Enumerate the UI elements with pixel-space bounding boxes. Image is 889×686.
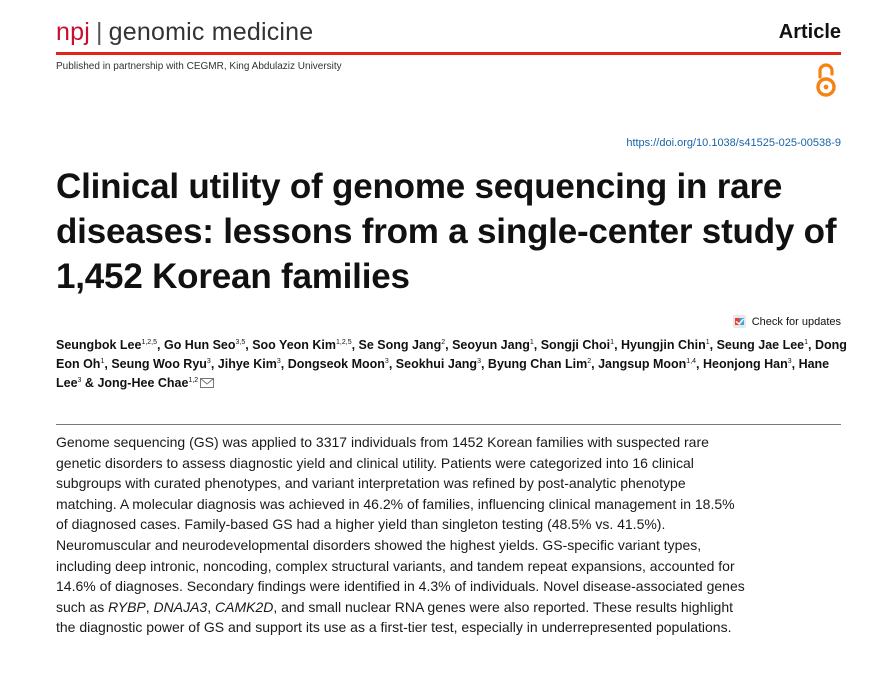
author-name[interactable]: Seung Woo Ryu <box>111 357 207 371</box>
author-name[interactable]: Hyungjin Chin <box>621 338 706 352</box>
author-name[interactable]: Dong Eon Oh <box>56 338 847 371</box>
journal-prefix: npj <box>56 18 90 46</box>
author-affiliation: 1 <box>705 338 710 346</box>
author-affiliation: 1,2,5 <box>336 338 352 346</box>
header-divider <box>56 52 841 55</box>
author-name[interactable]: Seokhui Jang <box>395 357 478 371</box>
author-affiliation: 3 <box>787 357 792 365</box>
abstract-part-1: Genome sequencing (GS) was applied to 3317 individuals from 1452 Korean families with suspected rare genetic disorders to assess diagnostic yield and clinical utility. Patients were categorized into 16 clinical subgroups with curated phenotypes, and variant interpretation was refined by post-analytic phenotype matching. A molecular diagnosis was achieved in 46.2% of families, influencing clinical management in 18.5% of diagnosed cases. Family-based GS had a higher yield than singleton testing (48.5% vs. 41.5%). Neuromuscular and neurodevelopmental disorders showed the highest yields. GS-specific variant types, including deep intronic, noncoding, complex structural variants, and tandem repeat expansions, accounted for 14.6% of diagnoses. Secondary findings were identified in 4.3% of individuals. Novel disease-associated genes such as <box>56 434 745 615</box>
author-name[interactable]: Seungbok Lee <box>56 338 142 352</box>
journal-name: genomic medicine <box>108 18 314 46</box>
author-name[interactable]: Soo Yeon Kim <box>252 338 337 352</box>
doi-link[interactable]: https://doi.org/10.1038/s41525-025-00538-9 <box>626 137 841 149</box>
abstract-sep-2: , <box>207 598 215 615</box>
author-name[interactable]: Jangsup Moon <box>598 357 687 371</box>
article-type-label: Article <box>778 21 841 43</box>
abstract-divider <box>56 424 841 425</box>
author-affiliation: 1 <box>529 338 534 346</box>
author-affiliation: 1 <box>100 357 105 365</box>
author-list: Seungbok Lee$^{1,2,5}$, Go Hun Seo$^{3,5}$, Soo Yeon Kim$^{1,2,5}$, Se Song Jang$^2$, Seoyun Jang$^1$, Songji Choi$^1$, Hyungjin Chin$^1$, Seung Jae Lee$^1$, Dong Eon Oh$^1$, Seung Woo Ryu$^3$, Jihye Kim$^3$, Dongseok Moon$^3$, Seokhui Jang$^3$, Byung Chan Lim$^2$, Jangsup Moon$^{1,4}$, Heonjong Han$^3$, Hane Lee$^3$ & Jong-Hee Chae$^{1,2}$ <box>56 338 847 390</box>
partnership-note: Published in partnership with CEGMR, King Abdulaziz University <box>56 61 342 72</box>
author-affiliation: 1,2 <box>188 376 199 384</box>
author-affiliation: 3 <box>276 357 281 365</box>
author-affiliation: 2 <box>587 357 592 365</box>
author-affiliation: 3 <box>206 357 211 365</box>
author-name[interactable]: Byung Chan Lim <box>487 357 588 371</box>
article-title: Clinical utility of genome sequencing in rare diseases: lessons from a single-center study of 1,452 Korean families <box>56 167 837 296</box>
author-affiliation: 1 <box>610 338 615 346</box>
gene-camk2d: CAMK2D <box>215 598 274 615</box>
check-for-updates-button[interactable] <box>733 315 841 328</box>
author-affiliation: 1,4 <box>686 357 697 365</box>
author-name[interactable]: Hane Lee <box>56 357 830 390</box>
crossmark-icon <box>733 315 746 328</box>
author-name[interactable]: Heonjong Han <box>702 357 788 371</box>
author-name[interactable]: Jong-Hee Chae <box>97 376 189 390</box>
author-affiliation: 3 <box>384 357 389 365</box>
author-affiliation: 2 <box>441 338 446 346</box>
author-affiliation: 1 <box>804 338 809 346</box>
author-name[interactable]: Go Hun Seo <box>163 338 236 352</box>
author-name[interactable]: Dongseok Moon <box>287 357 385 371</box>
check-updates-label: Check for updates <box>751 315 841 328</box>
author-name[interactable]: Songji Choi <box>540 338 611 352</box>
author-affiliation: 3,5 <box>235 338 246 346</box>
journal-header <box>56 16 841 50</box>
open-access-icon <box>813 62 839 98</box>
email-icon[interactable] <box>200 378 214 388</box>
author-name[interactable]: Seung Jae Lee <box>716 338 805 352</box>
author-affiliation: 3 <box>477 357 481 365</box>
abstract-sep-1: , <box>145 598 154 615</box>
abstract-part-2: , and small nuclear RNA genes were also reported. These results highlight the diagnostic power of GS and support its use as a first-tier test, especially in underrepresented populations. <box>56 598 734 636</box>
author-name[interactable]: Jihye Kim <box>217 357 277 371</box>
author-name[interactable]: Seoyun Jang <box>452 338 530 352</box>
abstract-text <box>56 432 746 638</box>
author-affiliation: 3 <box>77 376 82 384</box>
author-name[interactable]: Se Song Jang <box>358 338 442 352</box>
journal-title[interactable] <box>56 18 313 47</box>
gene-dnaja3: DNAJA3 <box>153 598 208 615</box>
gene-rybp: RYBP <box>108 598 146 615</box>
author-affiliation: 1,2,5 <box>141 338 158 346</box>
journal-separator: | <box>95 18 103 46</box>
